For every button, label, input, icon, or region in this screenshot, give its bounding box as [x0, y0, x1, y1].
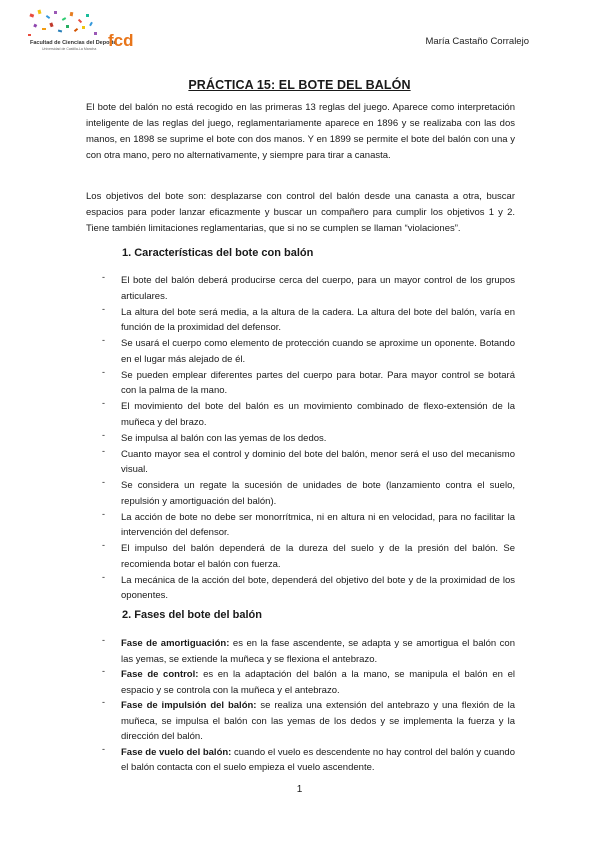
bullet-dash: - [102, 398, 105, 408]
page-number: 1 [296, 784, 303, 795]
characteristic-text: Se impulsa al balón con las yemas de los dedos. [121, 432, 327, 444]
bullet-dash: - [102, 635, 105, 645]
characteristic-item [100, 273, 515, 304]
phase-item [100, 667, 515, 698]
phase-description: es en la fase ascendente, se adapta y se amortigua el balón con las yemas, se extiende la muñeca y se flexiona el antebrazo. [121, 638, 515, 665]
bullet-dash: - [102, 272, 105, 282]
phases-list [100, 636, 515, 776]
phase-term: Fase de vuelo del balón: [121, 746, 232, 758]
phase-item [100, 636, 515, 667]
bullet-dash: - [102, 571, 105, 582]
characteristic-item [100, 305, 515, 336]
characteristic-text: La mecánica de la acción del bote, dependerá del objetivo del bote y de la proximidad de los oponentes. [121, 574, 515, 601]
faculty-logo [24, 8, 134, 60]
svg-text:fcd: fcd [108, 31, 134, 50]
characteristic-text: El bote del balón deberá producirse cerca del cuerpo, para un mayor control de los grupos articulares. [121, 275, 515, 302]
characteristic-item [100, 573, 515, 604]
section-heading-characteristics: 1. Características del bote con balón [122, 247, 314, 259]
phase-term: Fase de control: [121, 669, 199, 680]
svg-text:Facultad de Ciencias del Depor: Facultad de Ciencias del Deporte [30, 40, 117, 46]
bullet-dash: - [102, 303, 105, 314]
author-name: María Castaño Corralejo [425, 36, 529, 47]
characteristic-item [100, 478, 515, 509]
objectives-paragraph: Los objetivos del bote son: desplazarse con control del balón desde una canasta a otra, buscar espacios para poder lanzar eficazmente y buscar un compañero para cumplir los objetivos 1 y 2. Tiene también limitaciones reglamentarias, que si no se cumplen se llaman “violaciones”. [86, 191, 515, 234]
characteristic-item [100, 336, 515, 367]
characteristic-item [100, 447, 515, 478]
bullet-dash: - [102, 540, 105, 550]
characteristic-text: El movimiento del bote del balón es un movimiento combinado de flexo-extensión de la muñeca y del brazo. [121, 401, 515, 428]
section-heading-phases: 2. Fases del bote del balón [122, 609, 262, 621]
characteristics-list [100, 273, 515, 604]
characteristic-text: Se usará el cuerpo como elemento de protección cuando se aproxime un oponente. Botando en el lugar más alejado de él. [121, 338, 515, 365]
bullet-dash: - [102, 429, 105, 440]
phase-item [100, 745, 515, 776]
characteristic-item [100, 399, 515, 430]
phase-description: es en la adaptación del balón a la mano, se manipula el balón en el espacio y se controla con la muñeca y el antebrazo. [121, 669, 515, 696]
phase-item [100, 698, 515, 745]
phase-term: Fase de amortiguación: [121, 638, 230, 649]
bullet-dash: - [102, 743, 105, 754]
characteristic-text: Cuanto mayor sea el control y dominio del bote del balón, menor será el uso del mecanismo visual. [121, 448, 515, 475]
characteristic-item [100, 510, 515, 541]
intro-paragraph: El bote del balón no está recogido en las primeras 13 reglas del juego. Aparece como interpretación inteligente de las reglas del juego, reglamentariamente aparece en 1896 y se realizaba con las dos manos, en 1898 se suprime el bote con dos manos. Y en 1899 se permite el bote del balón con una y con otra mano, pero no alternativamente, y siempre para tirar a canasta. [86, 102, 515, 161]
bullet-dash: - [102, 666, 105, 676]
bullet-dash: - [102, 697, 105, 707]
bullet-dash: - [102, 477, 105, 487]
characteristic-text: La acción de bote no debe ser monorrítmica, ni en altura ni en velocidad, para no facilitar la intervención del defensor. [121, 511, 515, 538]
bullet-dash: - [102, 508, 105, 519]
svg-text:Universidad de Castilla-La Man: Universidad de Castilla-La Mancha [42, 47, 97, 51]
logo-confetti-icon [24, 8, 134, 60]
characteristic-item [100, 368, 515, 399]
phase-term: Fase de impulsión del balón: [121, 700, 257, 711]
phase-description: se realiza una extensión del antebrazo y una flexión de la muñeca, se impulsa el balón con las yemas de los dedos y se implementa la fuerza y la dirección del balón. [121, 700, 515, 742]
phase-description: cuando el vuelo es descendente no hay control del balón y cuando el balón contacta con el suelo empieza el vuelo ascendente. [121, 746, 515, 773]
characteristic-text: La altura del bote será media, a la altura de la cadera. La altura del bote del balón, varía en función de la proximidad del defensor. [121, 306, 515, 333]
bullet-dash: - [102, 366, 105, 377]
characteristic-item [100, 431, 515, 447]
bullet-dash: - [102, 445, 105, 456]
characteristic-text: Se considera un regate la sucesión de unidades de bote (lanzamiento contra el suelo, repulsión y amortiguación del balón). [121, 480, 515, 507]
page-title: PRÁCTICA 15: EL BOTE DEL BALÓN [188, 78, 411, 92]
characteristic-text: Se pueden emplear diferentes partes del cuerpo para botar. Para mayor control se botará con la palma de la mano. [121, 369, 515, 396]
bullet-dash: - [102, 335, 105, 345]
characteristic-item [100, 541, 515, 572]
characteristic-text: El impulso del balón dependerá de la dureza del suelo y de la presión del balón. Se recomienda botar el balón con fuerza. [121, 543, 515, 570]
